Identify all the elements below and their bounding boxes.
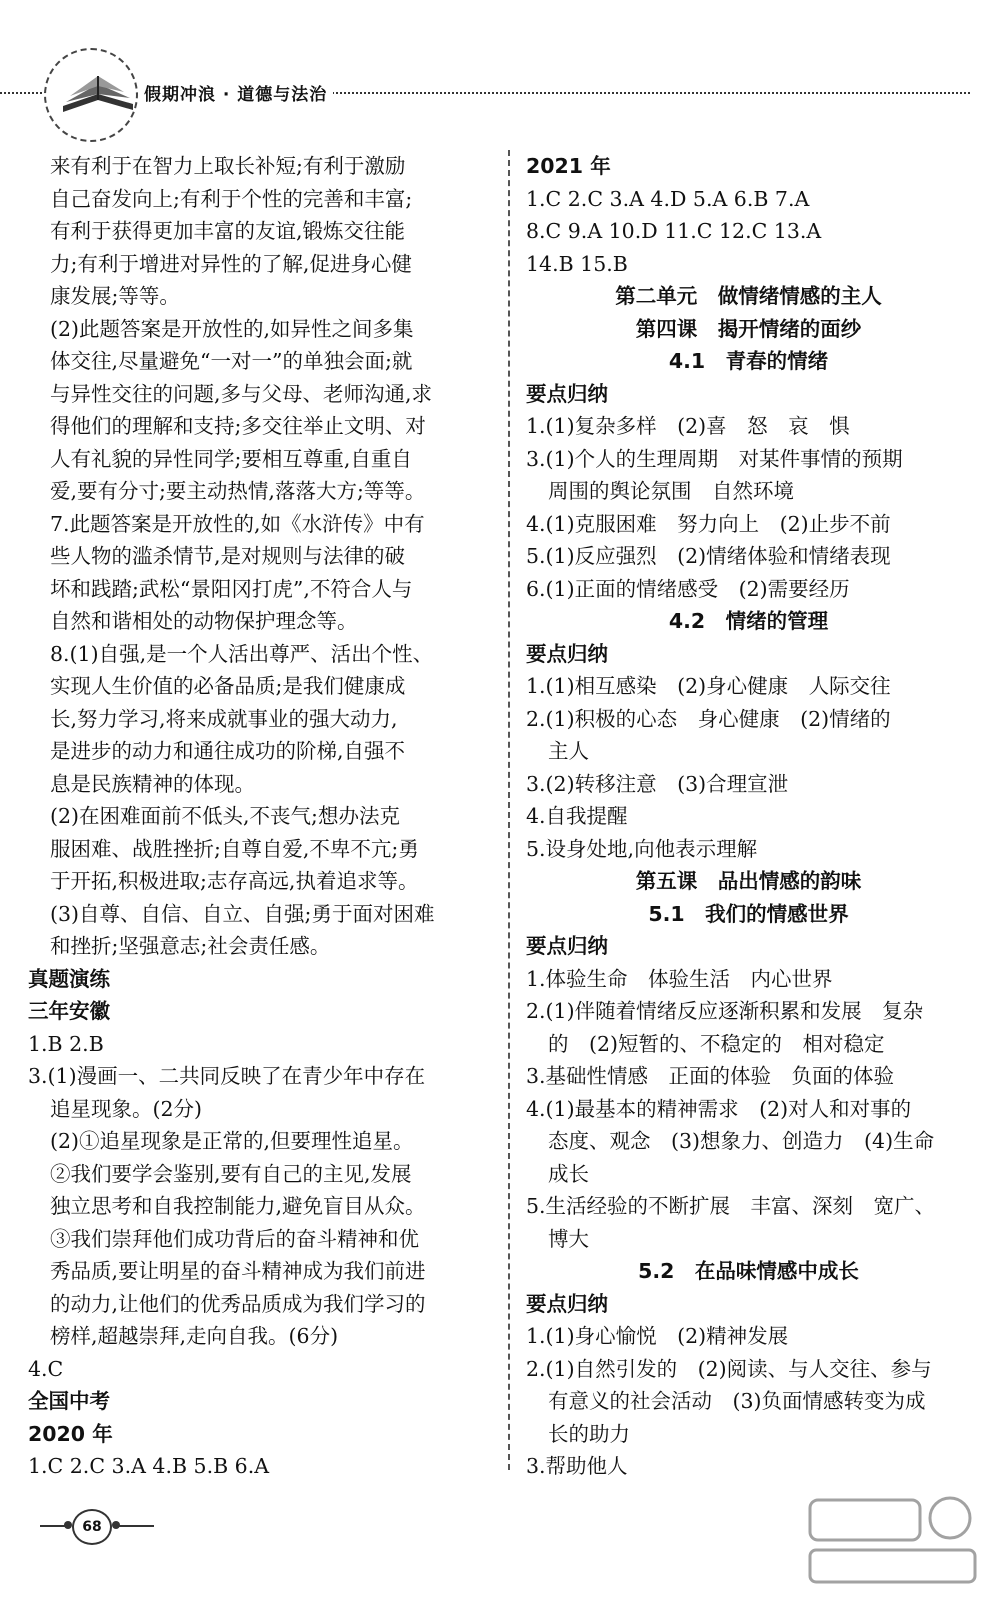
right-column-line: 4.2 情绪的管理	[668, 609, 829, 633]
left-column-line: 3.(1)漫画一、二共同反映了在青少年中存在	[28, 1064, 426, 1088]
right-column-line: 态度、观念 (3)想象力、创造力 (4)生命	[548, 1129, 935, 1153]
right-column-line: 1.(1)身心愉悦 (2)精神发展	[526, 1324, 789, 1348]
left-column-line: ②我们要学会鉴别,要有自己的主见,发展	[50, 1161, 412, 1186]
book-icon	[58, 66, 138, 116]
right-column-line: 有意义的社会活动 (3)负面情感转变为成	[548, 1389, 926, 1413]
right-column-line: 的 (2)短暂的、不稳定的 相对稳定	[548, 1031, 885, 1056]
right-column-line: 1.C 2.C 3.A 4.D 5.A 6.B 7.A	[526, 186, 810, 211]
right-column-line: 5.2 在品味情感中成长	[638, 1259, 859, 1283]
left-column-line: 8.(1)自强,是一个人活出尊严、活出个性、	[50, 641, 434, 666]
left-column-line: 来有利于在智力上取长补短;有利于激励	[50, 154, 406, 178]
right-column-line: 5.(1)反应强烈 (2)情绪体验和情绪表现	[526, 544, 891, 568]
left-column-line: 真题演练	[28, 966, 110, 991]
left-column-line: 1.B 2.B	[28, 1031, 104, 1056]
right-column-line: 主人	[548, 739, 589, 763]
left-column-line: 些人物的滥杀情节,是对规则与法律的破	[50, 544, 406, 568]
right-column-line: 2021 年	[526, 154, 611, 178]
right-column-line: 要点归纳	[526, 934, 608, 958]
right-column-line: 周围的舆论氛围 自然环境	[548, 479, 794, 503]
right-column-line: 4.自我提醒	[526, 804, 628, 828]
page-header	[0, 0, 996, 145]
left-column-line: (2)此题答案是开放性的,如异性之间多集	[50, 316, 414, 341]
right-column-line: 要点归纳	[526, 1291, 608, 1316]
left-column-line: 康发展;等等。	[50, 284, 180, 308]
left-column-line: 自然和谐相处的动物保护理念等。	[50, 609, 358, 633]
right-column-line: 2.(1)伴随着情绪反应逐渐积累和发展 复杂	[526, 999, 924, 1023]
left-column-line: 于开拓,积极进取;志存高远,执着追求等。	[50, 869, 419, 893]
left-column-line: 实现人生价值的必备品质;是我们健康成	[50, 674, 406, 698]
right-column-line: 博大	[548, 1226, 589, 1251]
left-column-line: 独立思考和自我控制能力,避免盲目从众。	[50, 1194, 426, 1218]
right-column-line: 3.基础性情感 正面的体验 负面的体验	[526, 1064, 895, 1088]
left-column-line: 榜样,超越崇拜,走向自我。(6分)	[50, 1324, 339, 1348]
left-column-line: 得他们的理解和支持;多交往举止文明、对	[50, 414, 426, 438]
left-column-line: 追星现象。(2分)	[50, 1096, 203, 1121]
right-column	[526, 150, 971, 1483]
left-column-line: 体交往,尽量避免“一对一”的单独会面;就	[50, 349, 413, 373]
left-column-line: 坏和践踏;武松“景阳冈打虎”,不符合人与	[50, 576, 413, 601]
left-column-line: 三年安徽	[28, 999, 110, 1023]
page-number: 68	[72, 1509, 112, 1545]
right-column-line: 1.(1)复杂多样 (2)喜 怒 哀 惧	[526, 414, 850, 438]
right-column-line: 8.C 9.A 10.D 11.C 12.C 13.A	[526, 219, 822, 243]
right-column-line: 1.体验生命 体验生活 内心世界	[526, 966, 833, 991]
left-column-line: 与异性交往的问题,多与父母、老师沟通,求	[50, 381, 433, 406]
right-column-line: 2.(1)自然引发的 (2)阅读、与人交往、参与	[526, 1356, 932, 1381]
left-column-line: 全国中考	[28, 1389, 110, 1413]
page-number-rule-right	[114, 1525, 154, 1527]
right-column-line: 1.(1)相互感染 (2)身心健康 人际交往	[526, 674, 891, 698]
left-column-line: 服困难、战胜挫折;自尊自爱,不卑不亢;勇	[50, 836, 419, 861]
left-column-line: 7.此题答案是开放性的,如《水浒传》中有	[50, 511, 425, 536]
right-column-line: 4.(1)最基本的精神需求 (2)对人和对事的	[526, 1096, 912, 1121]
right-column-line: 长的助力	[548, 1421, 630, 1446]
left-column-line: ③我们崇拜他们成功背后的奋斗精神和优	[50, 1226, 419, 1251]
right-column-line: 第二单元 做情绪情感的主人	[615, 284, 882, 308]
left-column-line: 4.C	[28, 1356, 64, 1381]
right-column-line: 2.(1)积极的心态 身心健康 (2)情绪的	[526, 706, 891, 731]
right-column-line: 5.1 我们的情感世界	[648, 901, 849, 926]
left-column-line: 长,努力学习,将来成就事业的强大动力,	[50, 706, 398, 731]
watermark-stamp-icon	[800, 1490, 980, 1590]
right-column-line: 4.(1)克服困难 努力向上 (2)止步不前	[526, 511, 891, 536]
left-column-line: 人有礼貌的异性同学;要相互尊重,自重自	[50, 446, 412, 471]
page-number-badge	[40, 1505, 160, 1545]
left-column-line: 有利于获得更加丰富的友谊,锻炼交往能	[50, 219, 406, 243]
right-column-line: 3.帮助他人	[526, 1454, 628, 1478]
right-column-line: 6.(1)正面的情绪感受 (2)需要经历	[526, 576, 850, 601]
right-column-line: 3.(2)转移注意 (3)合理宣泄	[526, 771, 789, 796]
left-column-line: 是进步的动力和通往成功的阶梯,自强不	[50, 739, 406, 763]
right-column-line: 3.(1)个人的生理周期 对某件事情的预期	[526, 446, 903, 471]
left-column-line: (2)在困难面前不低头,不丧气;想办法克	[50, 804, 400, 828]
right-column-line: 第五课 品出情感的韵味	[635, 869, 862, 893]
right-column-line: 14.B 15.B	[526, 251, 628, 276]
left-column-line: 力;有利于增进对异性的了解,促进身心健	[50, 251, 412, 276]
left-column-line: (2)①追星现象是正常的,但要理性追星。	[50, 1129, 414, 1153]
right-column-line: 要点归纳	[526, 641, 608, 666]
left-column-line: 1.C 2.C 3.A 4.B 5.B 6.A	[28, 1454, 270, 1478]
left-column-line: 和挫折;坚强意志;社会责任感。	[50, 934, 331, 958]
left-column-line: 自己奋发向上;有利于个性的完善和丰富;	[50, 186, 413, 211]
left-column-line: (3)自尊、自信、自立、自强;勇于面对困难	[50, 901, 435, 926]
right-column-line: 5.设身处地,向他表示理解	[526, 836, 758, 861]
left-column-line: 秀品质,要让明星的奋斗精神成为我们前进	[50, 1259, 426, 1283]
right-column-line: 5.生活经验的不断扩展 丰富、深刻 宽广、	[526, 1194, 936, 1218]
left-column-line: 的动力,让他们的优秀品质成为我们学习的	[50, 1291, 426, 1316]
column-divider	[508, 150, 510, 1470]
header-title: 假期冲浪 · 道德与法治	[138, 80, 333, 105]
right-column-line: 成长	[548, 1161, 589, 1186]
left-column-line: 2020 年	[28, 1421, 113, 1446]
right-column-line: 4.1 青春的情绪	[668, 349, 829, 373]
right-column-line: 第四课 揭开情绪的面纱	[635, 316, 862, 341]
left-column-line: 息是民族精神的体现。	[50, 771, 255, 796]
right-column-line: 要点归纳	[526, 381, 608, 406]
left-column-line: 爱,要有分寸;要主动热情,落落大方;等等。	[50, 479, 426, 503]
left-column	[28, 150, 498, 1483]
page-number-dot-left	[64, 1521, 72, 1529]
